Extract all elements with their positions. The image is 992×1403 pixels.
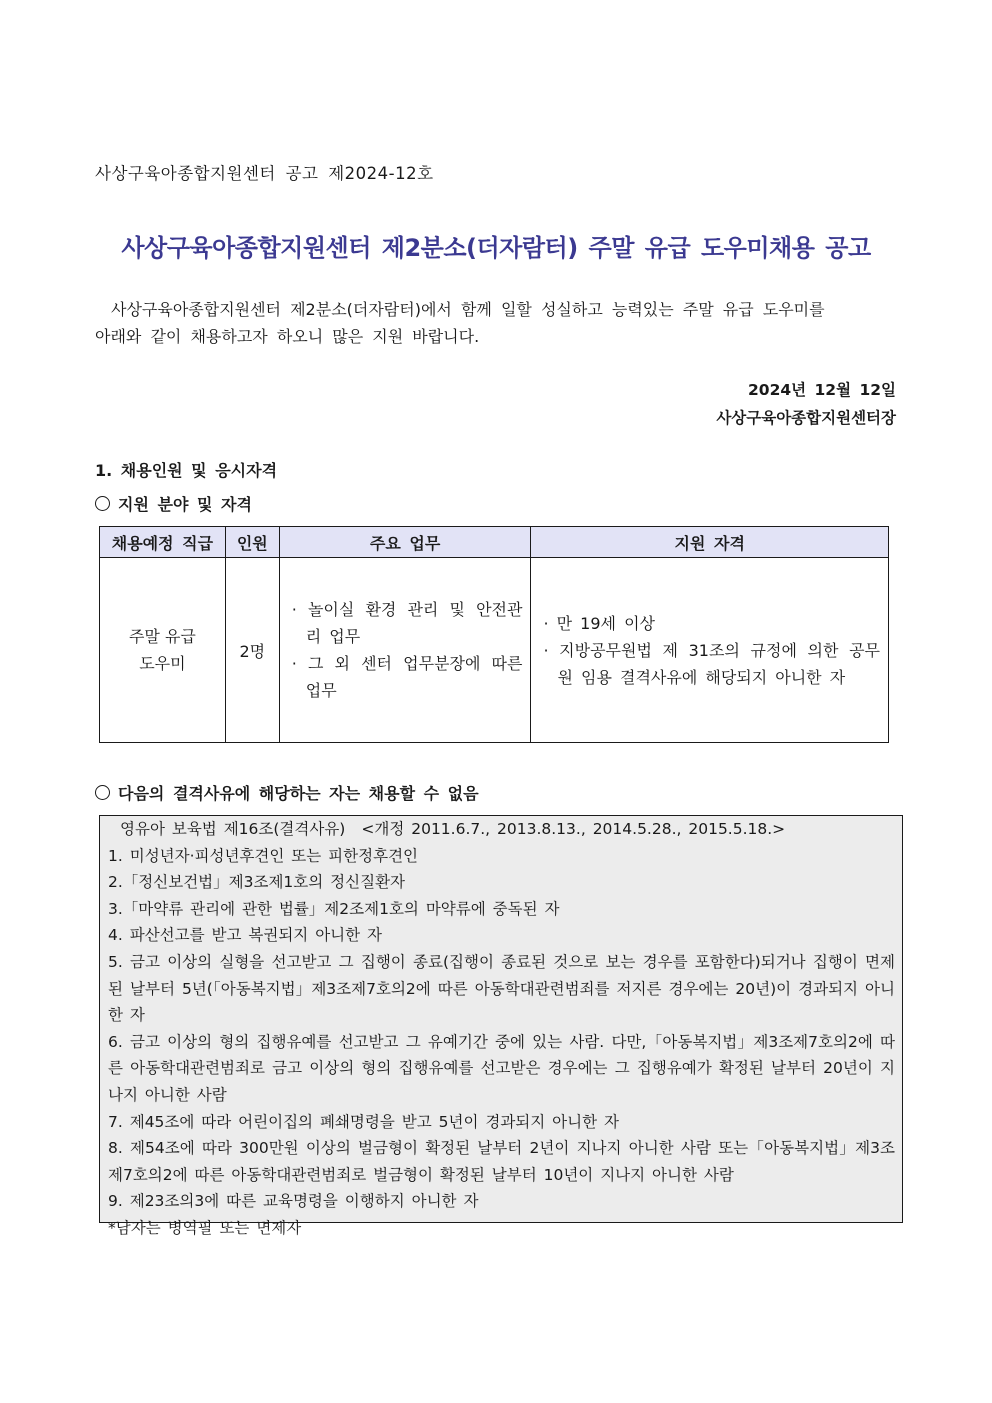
intro-line-2: 아래와 같이 채용하고자 하오니 많은 지원 바랍니다.: [95, 327, 480, 346]
intro-line-1: 사상구육아종합지원센터 제2분소(더자람터)에서 함께 일할 성실하고 능력있는 주말 유급 도우미를: [111, 300, 825, 319]
list-item: 5. 금고 이상의 실형을 선고받고 그 집행이 종료(집행이 종료된 것으로 보는 경우를 포함한다)되거나 집행이 면제된 날부터 5년(「아동복지법」제3조제7호의2에 따른 아동학대관련범죄를 저지른 경우에는 20년)이 경과되지 아니한 자: [108, 952, 895, 1025]
position-line-1: 주말 유급: [128, 627, 196, 646]
page-title: 사상구육아종합지원센터 제2분소(더자람터) 주말 유급 도우미채용 공고: [121, 234, 871, 262]
sub-heading-disqualification: [95, 781, 479, 804]
cell-count: 2명: [225, 558, 279, 743]
section-heading-recruitment: 1. 채용인원 및 응시자격: [95, 461, 278, 480]
list-item: 9. 제23조의3에 따른 교육명령을 이행하지 아니한 자: [108, 1192, 479, 1211]
list-item: 6. 금고 이상의 형의 집행유예를 선고받고 그 유예기간 중에 있는 사람. 다만,「아동복지법」제3조제7호의2에 따른 아동학대관련범죄로 금고 이상의 형의 집행유예를 선고받은 경우에는 그 집행유예가 확정된 날부터 20년이 지나지 아니한 사람: [108, 1032, 895, 1104]
qualification-item: · 만 19세 이상: [543, 613, 655, 633]
table-header-row: [100, 527, 889, 558]
position-line-2: 도우미: [139, 654, 186, 673]
notice-number: 사상구육아종합지원센터 공고 제2024-12호: [95, 164, 434, 183]
notice-date: 2024년 12월 12일: [748, 381, 896, 399]
circle-bullet-icon: [95, 785, 110, 800]
col-header-position: 채용예정 직급: [100, 527, 226, 558]
law-reference: [108, 816, 895, 843]
intro-paragraph: [95, 296, 885, 350]
qualification-item: · 지방공무원법 제 31조의 규정에 의한 공무원 임용 결격사유에 해당되지 아니한 자: [543, 640, 880, 687]
col-header-duties: 주요 업무: [279, 527, 531, 558]
list-item: 7. 제45조에 따라 어린이집의 폐쇄명령을 받고 5년이 경과되지 아니한 자: [108, 1112, 619, 1131]
list-item: 2.「정신보건법」제3조제1호의 정신질환자: [108, 873, 406, 892]
footnote: *남자는 병역필 또는 면제자: [108, 1218, 302, 1237]
col-header-count: 인원: [225, 527, 279, 558]
sub-heading-fields: [95, 492, 252, 515]
sub-heading-disqualification-text: 다음의 결격사유에 해당하는 자는 채용할 수 없음: [118, 784, 479, 803]
issuer-name: 사상구육아종합지원센터장: [716, 409, 896, 427]
col-header-qualifications: 지원 자격: [531, 527, 889, 558]
list-item: 1. 미성년자·피성년후견인 또는 피한정후견인: [108, 846, 419, 865]
cell-qualifications: [531, 558, 889, 743]
law-title: 영유아 보육법 제16조(결격사유): [120, 820, 346, 838]
list-item: 8. 제54조에 따라 300만원 이상의 벌금형이 확정된 날부터 2년이 지나지 아니한 사람 또는「아동복지법」제3조제7호의2에 따른 아동학대관련범죄로 벌금형이 확정된 날부터 10년이 지나지 아니한 사람: [108, 1139, 895, 1184]
duty-item: · 놀이실 환경 관리 및 안전관리 업무: [291, 600, 523, 646]
cell-position: [100, 558, 226, 743]
list-item: 4. 파산선고를 받고 복권되지 아니한 자: [108, 926, 383, 945]
circle-bullet-icon: [95, 496, 110, 511]
cell-duties: [279, 558, 531, 743]
duty-item: · 그 외 센터 업무분장에 따른 업무: [291, 654, 523, 700]
amendment-dates: <개정 2011.6.7., 2013.8.13., 2014.5.28., 2015.5.18.>: [361, 820, 786, 838]
list-item: 3.「마약류 관리에 관한 법률」제2조제1호의 마약류에 중독된 자: [108, 899, 560, 918]
table-row: [100, 558, 889, 743]
sub-heading-fields-text: 지원 분야 및 자격: [118, 495, 252, 514]
recruitment-table: [99, 526, 889, 743]
disqualification-box: [99, 815, 903, 1237]
